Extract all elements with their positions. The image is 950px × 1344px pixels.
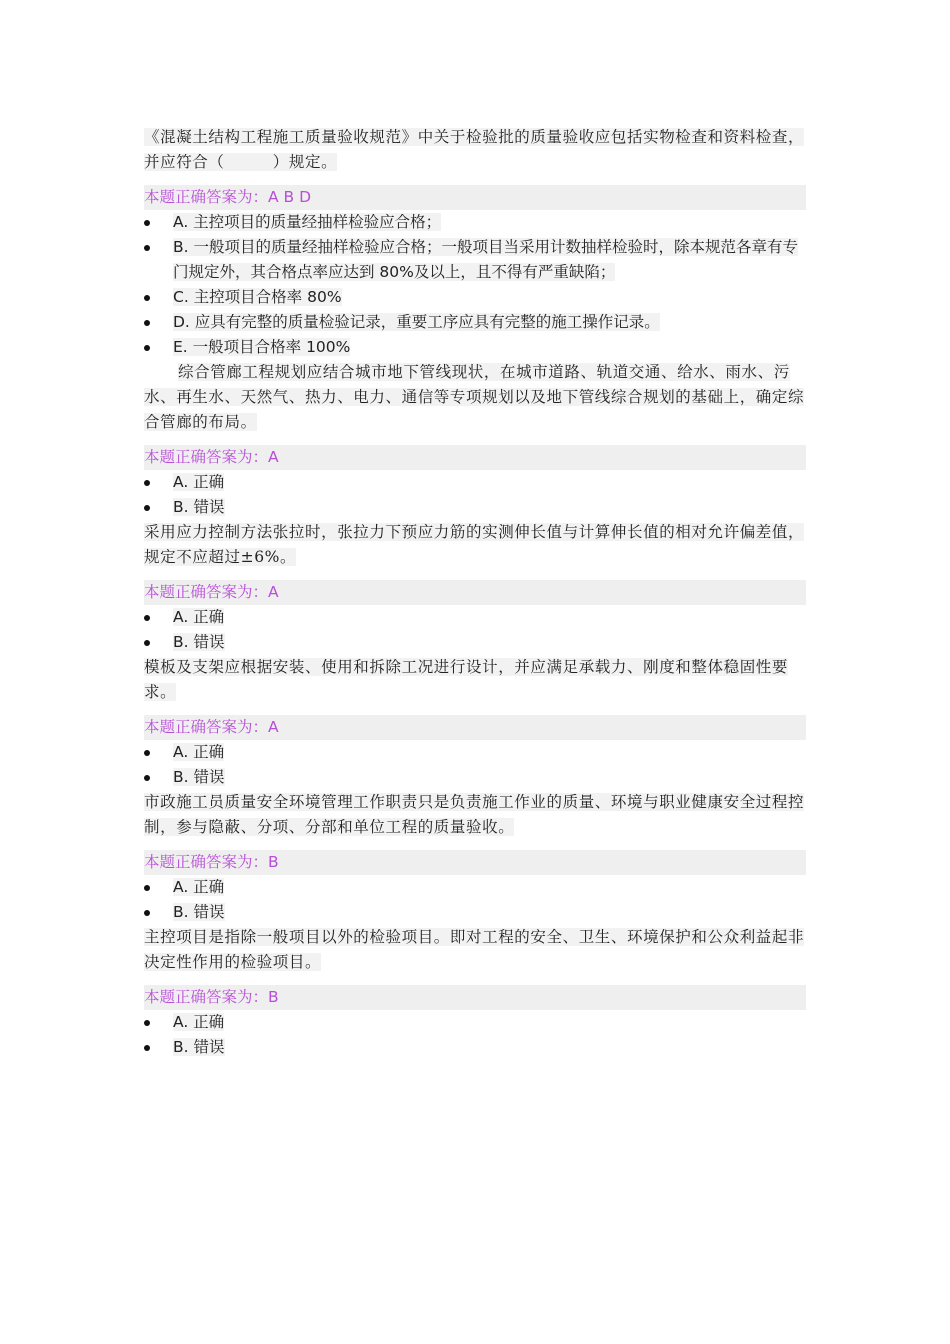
bullet-icon <box>144 1020 150 1026</box>
option-item: D. 应具有完整的质量检验记录，重要工序应具有完整的施工操作记录。 <box>144 310 806 335</box>
question-text-content: 《混凝土结构工程施工质量验收规范》中关于检验批的质量验收应包括实物检查和资料检查，并应符合（ ）规定。 <box>144 128 805 171</box>
option-list <box>144 1010 806 1060</box>
bullet-icon <box>144 885 150 891</box>
correct-answer-label: 本题正确答案为：B <box>144 985 806 1010</box>
option-item: A. 正确 <box>144 875 806 900</box>
question-text-content: 主控项目是指除一般项目以外的检验项目。即对工程的安全、卫生、环境保护和公众利益起非决定性作用的检验项目。 <box>144 928 805 971</box>
question-text-content: 综合管廊工程规划应结合城市地下管线现状，在城市道路、轨道交通、给水、雨水、污水、再生水、天然气、热力、电力、通信等专项规划以及地下管线综合规划的基础上，确定综合管廊的布局。 <box>144 363 805 431</box>
option-item: B. 错误 <box>144 765 806 790</box>
correct-answer-label: 本题正确答案为：A <box>144 715 806 740</box>
document-page <box>144 125 806 1060</box>
bullet-icon <box>144 295 150 301</box>
option-item: B. 错误 <box>144 630 806 655</box>
correct-answer-label: 本题正确答案为：A <box>144 445 806 470</box>
bullet-icon <box>144 1045 150 1051</box>
option-list <box>144 210 806 360</box>
option-item: A. 正确 <box>144 1010 806 1035</box>
correct-answer-label: 本题正确答案为：A <box>144 580 806 605</box>
question-text <box>144 360 806 435</box>
option-item: B. 错误 <box>144 1035 806 1060</box>
option-list <box>144 470 806 520</box>
bullet-icon <box>144 910 150 916</box>
question-text <box>144 520 806 570</box>
option-item: C. 主控项目合格率 80% <box>144 285 806 310</box>
question-text-content: 模板及支架应根据安装、使用和拆除工况进行设计，并应满足承载力、刚度和整体稳固性要求。 <box>144 658 789 701</box>
question-text <box>144 925 806 975</box>
bullet-icon <box>144 750 150 756</box>
option-item: A. 正确 <box>144 470 806 495</box>
question-text-content: 采用应力控制方法张拉时，张拉力下预应力筋的实测伸长值与计算伸长值的相对允许偏差值，规定不应超过±6%。 <box>144 523 805 566</box>
bullet-icon <box>144 615 150 621</box>
question-text-content: 市政施工员质量安全环境管理工作职责只是负责施工作业的质量、环境与职业健康安全过程控制，参与隐蔽、分项、分部和单位工程的质量验收。 <box>144 793 805 836</box>
bullet-icon <box>144 245 150 251</box>
question-text <box>144 655 806 705</box>
bullet-icon <box>144 345 150 351</box>
option-item: E. 一般项目合格率 100% <box>144 335 806 360</box>
correct-answer-label: 本题正确答案为：B <box>144 850 806 875</box>
bullet-icon <box>144 480 150 486</box>
bullet-icon <box>144 220 150 226</box>
option-list <box>144 740 806 790</box>
option-item: A. 主控项目的质量经抽样检验应合格； <box>144 210 806 235</box>
option-item: A. 正确 <box>144 605 806 630</box>
option-item: B. 错误 <box>144 495 806 520</box>
question-text <box>144 125 806 175</box>
option-item: B. 错误 <box>144 900 806 925</box>
bullet-icon <box>144 320 150 326</box>
option-item: B. 一般项目的质量经抽样检验应合格；一般项目当采用计数抽样检验时，除本规范各章有专门规定外，其合格点率应达到 80%及以上，且不得有严重缺陷； <box>144 235 806 285</box>
option-list <box>144 605 806 655</box>
option-list <box>144 875 806 925</box>
option-item: A. 正确 <box>144 740 806 765</box>
bullet-icon <box>144 775 150 781</box>
question-text <box>144 790 806 840</box>
bullet-icon <box>144 640 150 646</box>
correct-answer-label: 本题正确答案为：A B D <box>144 185 806 210</box>
bullet-icon <box>144 505 150 511</box>
